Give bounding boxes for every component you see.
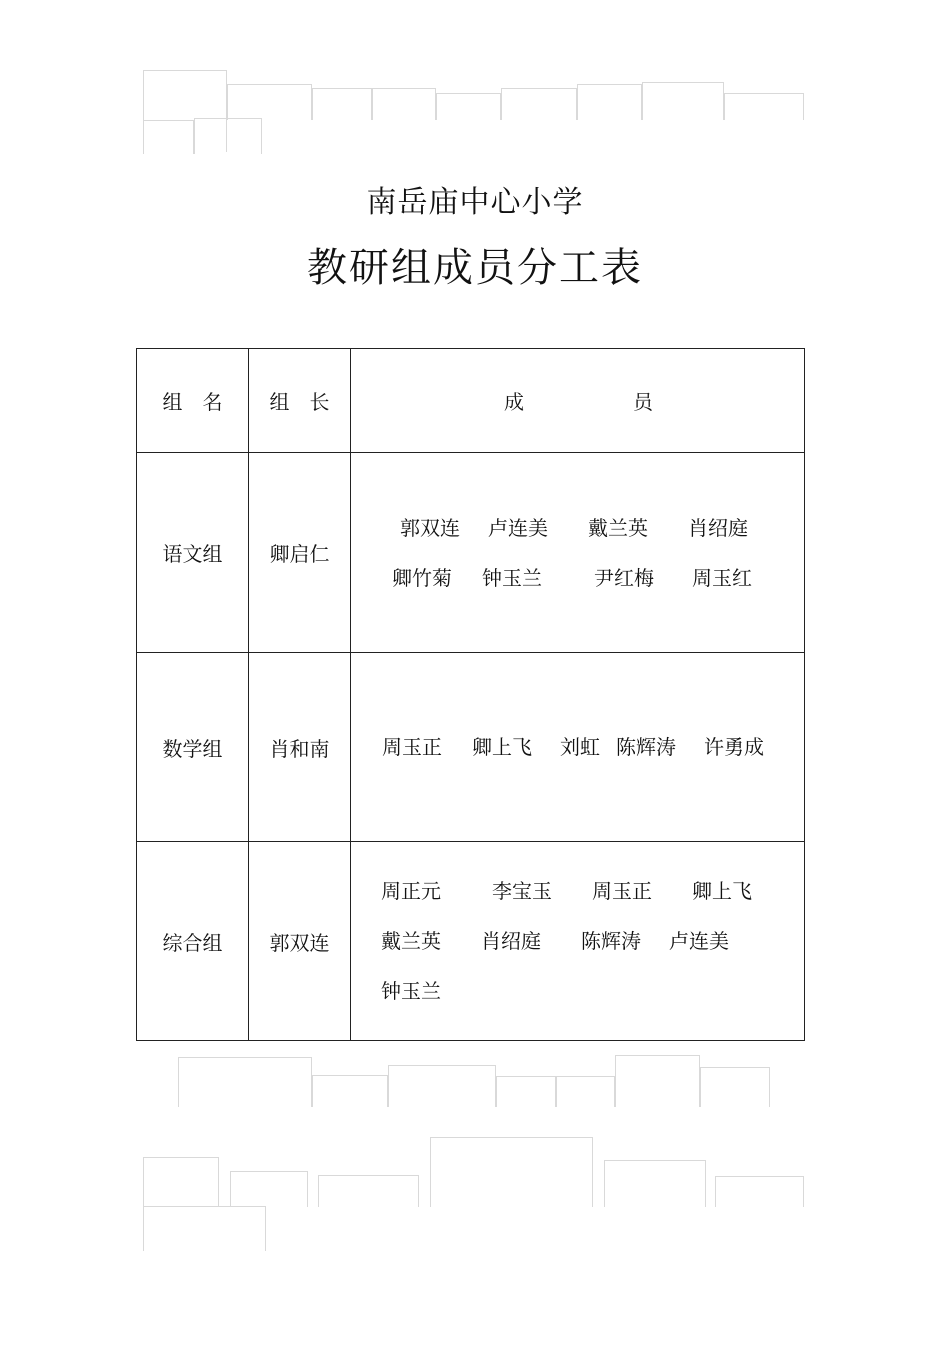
decorative-frame bbox=[227, 84, 312, 120]
member-name: 钟玉兰 bbox=[381, 979, 441, 1003]
decorative-frame bbox=[143, 1206, 266, 1251]
table-row bbox=[137, 453, 805, 653]
member-name: 戴兰英 bbox=[588, 515, 648, 540]
group-members bbox=[351, 653, 805, 842]
member-name: 卢连美 bbox=[669, 929, 729, 953]
group-members bbox=[351, 453, 805, 653]
group-name: 综合组 bbox=[137, 842, 249, 1041]
decorative-frame bbox=[312, 88, 372, 120]
decorative-frame bbox=[143, 120, 194, 154]
member-name: 钟玉兰 bbox=[482, 565, 542, 590]
member-name: 郭双连 bbox=[400, 515, 460, 540]
decorative-frame bbox=[436, 93, 501, 120]
member-name: 卿上飞 bbox=[692, 879, 752, 903]
member-name: 许勇成 bbox=[704, 735, 764, 759]
member-line bbox=[351, 916, 804, 966]
table-row bbox=[137, 842, 805, 1041]
group-members bbox=[351, 842, 805, 1041]
group-leader: 卿启仁 bbox=[249, 453, 351, 653]
header-members-a: 成 bbox=[504, 390, 524, 414]
decorative-frame bbox=[496, 1076, 556, 1107]
decorative-frame bbox=[388, 1065, 496, 1107]
decorative-frame bbox=[430, 1137, 593, 1207]
staff-table bbox=[136, 348, 805, 1041]
member-name: 陈辉涛 bbox=[581, 929, 641, 953]
member-name: 卿上飞 bbox=[472, 735, 532, 759]
decorative-frame bbox=[715, 1176, 804, 1207]
group-name: 数学组 bbox=[137, 653, 249, 842]
decorative-frame bbox=[724, 93, 804, 120]
decorative-frame bbox=[700, 1067, 770, 1107]
group-leader: 郭双连 bbox=[249, 842, 351, 1041]
decorative-frame bbox=[604, 1160, 706, 1207]
member-name: 肖绍庭 bbox=[481, 929, 541, 953]
member-name: 周玉正 bbox=[592, 879, 652, 903]
member-name: 尹红梅 bbox=[594, 565, 654, 590]
group-name: 语文组 bbox=[137, 453, 249, 653]
member-line bbox=[351, 866, 804, 916]
member-name: 卿竹菊 bbox=[392, 565, 452, 590]
decorative-frame bbox=[577, 84, 642, 120]
school-name: 南岳庙中心小学 bbox=[366, 185, 584, 220]
decorative-frame bbox=[312, 1075, 388, 1107]
member-line bbox=[351, 553, 804, 603]
decorative-frame bbox=[372, 88, 436, 120]
member-line bbox=[351, 722, 804, 772]
member-line bbox=[351, 966, 804, 1016]
decorative-frame bbox=[230, 1171, 308, 1207]
member-name: 周玉红 bbox=[692, 565, 752, 590]
decorative-frame bbox=[501, 88, 577, 120]
member-name: 卢连美 bbox=[488, 515, 548, 540]
decorative-frame bbox=[642, 82, 724, 120]
member-name: 刘虹 bbox=[560, 735, 600, 759]
header-members bbox=[351, 349, 805, 453]
table-row bbox=[137, 653, 805, 842]
member-name: 戴兰英 bbox=[381, 929, 441, 953]
decorative-frame bbox=[615, 1055, 700, 1107]
decorative-frame bbox=[178, 1057, 312, 1107]
decorative-frame bbox=[318, 1175, 419, 1207]
decorative-frame bbox=[194, 118, 262, 154]
member-line bbox=[351, 503, 804, 553]
decorative-frame bbox=[143, 1157, 219, 1207]
member-name: 肖绍庭 bbox=[688, 515, 748, 540]
table-header-row bbox=[137, 349, 805, 453]
member-name: 周正元 bbox=[381, 879, 441, 903]
decorative-frame bbox=[556, 1076, 615, 1107]
header-leader: 组 长 bbox=[249, 349, 351, 453]
page-title: 教研组成员分工表 bbox=[307, 245, 643, 291]
header-group: 组 名 bbox=[137, 349, 249, 453]
member-name: 李宝玉 bbox=[492, 879, 552, 903]
group-leader: 肖和南 bbox=[249, 653, 351, 842]
member-name: 陈辉涛 bbox=[616, 735, 676, 759]
header-members-b: 员 bbox=[633, 390, 653, 414]
member-name: 周玉正 bbox=[382, 735, 442, 759]
